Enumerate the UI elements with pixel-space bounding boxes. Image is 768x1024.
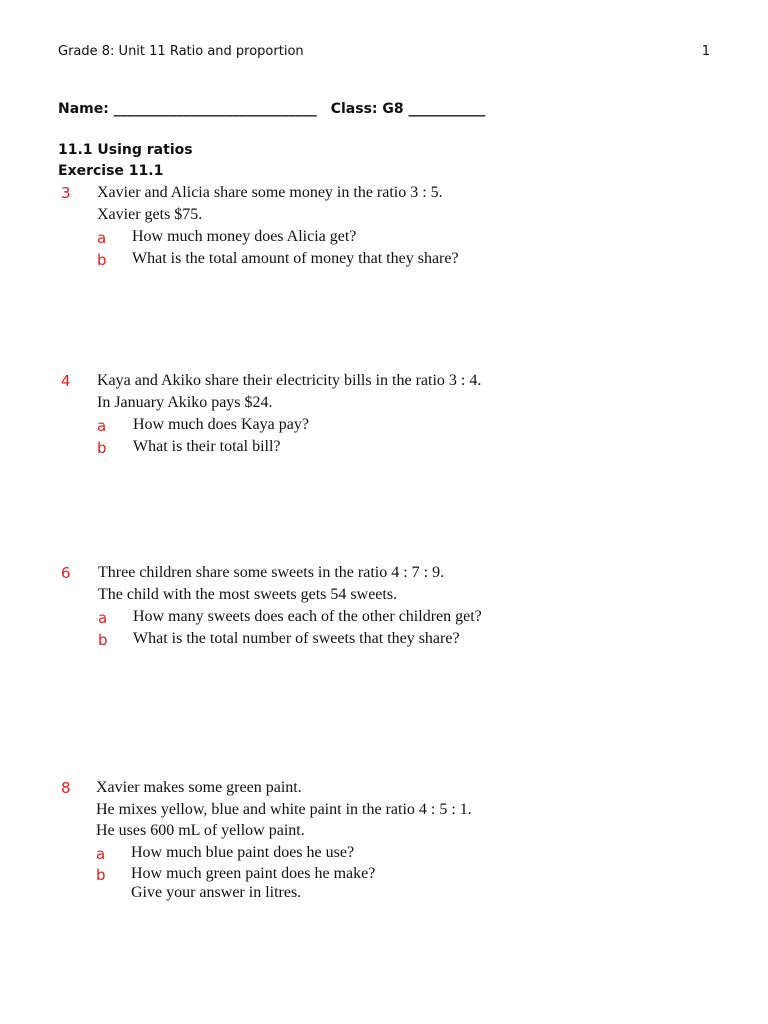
question-line: He uses 600 mL of yellow paint. — [96, 822, 305, 839]
part-label: a — [98, 609, 108, 627]
part-text: What is their total bill? — [133, 438, 281, 455]
question-line: In January Akiko pays $24. — [97, 394, 273, 411]
question-number: 8 — [61, 779, 71, 797]
part-text: How much does Kaya pay? — [133, 416, 309, 433]
part-label: b — [98, 631, 108, 649]
part-label: a — [97, 229, 107, 247]
part-label: b — [97, 439, 107, 457]
page-number: 1 — [701, 44, 710, 59]
question-number: 4 — [61, 372, 71, 390]
part-text-extra: Give your answer in litres. — [131, 884, 302, 901]
question-line: Xavier makes some green paint. — [96, 779, 302, 796]
section-title: 11.1 Using ratios — [58, 142, 193, 158]
part-label: a — [96, 845, 106, 863]
name-field-label: Name: _____________________________ — [58, 101, 317, 117]
part-label: b — [97, 251, 107, 269]
part-label: b — [96, 866, 106, 884]
question-number: 3 — [61, 184, 71, 202]
part-text: What is the total amount of money that they share? — [132, 250, 459, 267]
question-line: Three children share some sweets in the ratio 4 : 7 : 9. — [98, 564, 445, 581]
part-text: How much blue paint does he use? — [131, 844, 355, 861]
question-line: The child with the most sweets gets 54 sweets. — [98, 586, 398, 603]
part-label: a — [97, 417, 107, 435]
class-field-label: Class: G8 ___________ — [330, 101, 486, 117]
part-text: How much green paint does he make? — [131, 865, 376, 882]
name-class-row — [58, 101, 486, 117]
page-header-title: Grade 8: Unit 11 Ratio and proportion — [58, 44, 304, 59]
question-line: He mixes yellow, blue and white paint in the ratio 4 : 5 : 1. — [96, 801, 472, 818]
part-text: How much money does Alicia get? — [132, 228, 357, 245]
part-text: What is the total number of sweets that they share? — [133, 630, 460, 647]
question-line: Kaya and Akiko share their electricity bills in the ratio 3 : 4. — [97, 372, 482, 389]
question-line: Xavier and Alicia share some money in the ratio 3 : 5. — [97, 184, 443, 201]
part-text: How many sweets does each of the other children get? — [133, 608, 482, 625]
question-number: 6 — [61, 564, 71, 582]
exercise-title: Exercise 11.1 — [58, 163, 164, 179]
question-line: Xavier gets $75. — [97, 206, 203, 223]
